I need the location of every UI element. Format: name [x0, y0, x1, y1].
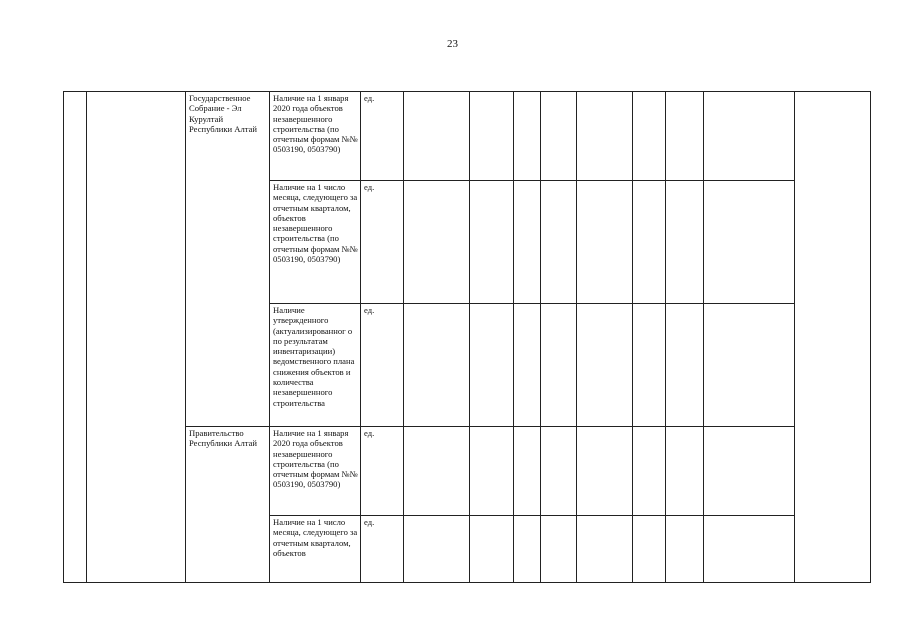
- unit-cell: ед.: [361, 427, 404, 516]
- table-cell: [633, 516, 666, 583]
- table-cell: [577, 427, 633, 516]
- unit-cell: ед.: [361, 92, 404, 181]
- table-cell: [470, 427, 514, 516]
- table-cell: [633, 427, 666, 516]
- table-cell: [541, 304, 577, 427]
- indicator-cell: Наличие на 1 января 2020 года объектов незавершенного строительства (по отчетным формам №№ 0503190, 0503790): [270, 92, 361, 181]
- table-cell: [87, 92, 186, 583]
- table-cell: [404, 516, 470, 583]
- table-cell: [514, 304, 541, 427]
- table-cell: [666, 92, 704, 181]
- table-cell: [633, 181, 666, 304]
- indicator-cell: Наличие на 1 число месяца, следующего за отчетным кварталом, объектов: [270, 516, 361, 583]
- unit-cell: ед.: [361, 516, 404, 583]
- table-cell: [633, 304, 666, 427]
- table-cell: [514, 92, 541, 181]
- table-cell: [470, 516, 514, 583]
- table-cell: [514, 516, 541, 583]
- table-cell: [633, 92, 666, 181]
- table-row: [64, 427, 871, 516]
- indicator-cell: Наличие на 1 января 2020 года объектов незавершенного строительства (по отчетным формам №№ 0503190, 0503790): [270, 427, 361, 516]
- table-cell: [704, 427, 795, 516]
- table-cell: [704, 181, 795, 304]
- page-number: 23: [447, 38, 458, 50]
- table-cell: [470, 181, 514, 304]
- table-cell: [666, 427, 704, 516]
- table-cell: [666, 181, 704, 304]
- table-cell: [666, 516, 704, 583]
- table-cell: [64, 92, 87, 583]
- table-cell: [577, 181, 633, 304]
- indicator-cell: Наличие на 1 число месяца, следующего за отчетным кварталом, объектов незавершенного строительства (по отчетным формам №№ 0503190, 0503790): [270, 181, 361, 304]
- indicator-cell: Наличие утвержденного (актуализированног о по результатам инвентаризации) ведомственного плана снижения объектов и количества незавершенного строительства: [270, 304, 361, 427]
- table-cell: [541, 92, 577, 181]
- table-cell: [470, 304, 514, 427]
- table-cell: [470, 92, 514, 181]
- table-cell: [577, 516, 633, 583]
- table-cell: [541, 516, 577, 583]
- table-cell: [541, 181, 577, 304]
- table-cell: [795, 92, 871, 583]
- table-cell: [541, 427, 577, 516]
- org-name-cell: Правительство Республики Алтай: [186, 427, 270, 583]
- table-cell: [404, 427, 470, 516]
- table-cell: [514, 181, 541, 304]
- table-cell: [577, 92, 633, 181]
- table-row: [64, 92, 871, 181]
- table-cell: [404, 304, 470, 427]
- table-cell: [404, 181, 470, 304]
- unit-cell: ед.: [361, 181, 404, 304]
- unit-cell: ед.: [361, 304, 404, 427]
- report-table: [63, 91, 871, 583]
- table-cell: [577, 304, 633, 427]
- table-cell: [404, 92, 470, 181]
- org-name-cell: Государственное Собрание - Эл Курултай Республики Алтай: [186, 92, 270, 427]
- table-cell: [704, 92, 795, 181]
- table-cell: [666, 304, 704, 427]
- table-cell: [704, 516, 795, 583]
- table-cell: [514, 427, 541, 516]
- table-cell: [704, 304, 795, 427]
